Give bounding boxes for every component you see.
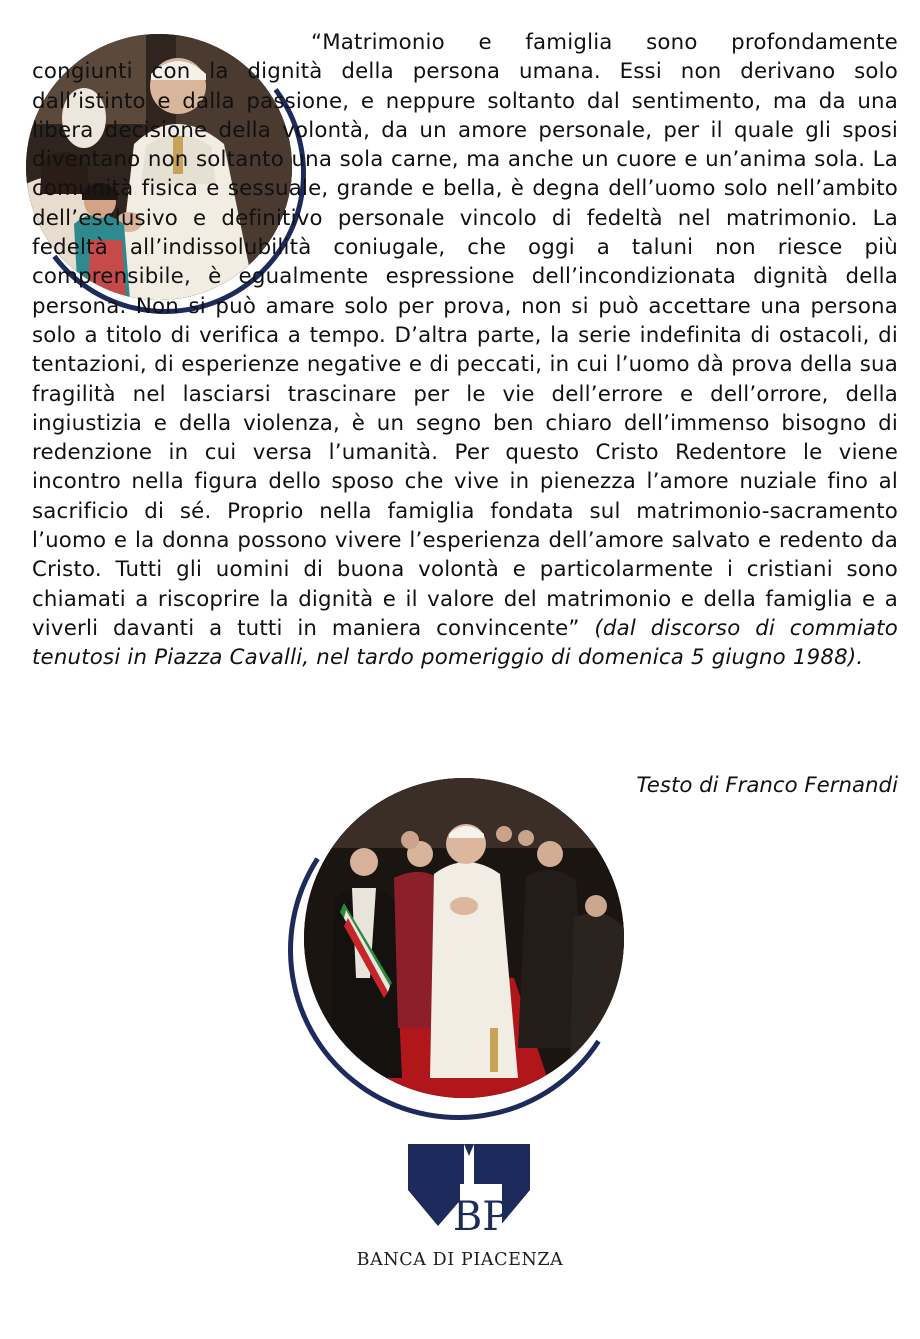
author-credit: Testo di Franco Fernandi <box>636 773 898 798</box>
pope-procession-illustration <box>304 778 624 1098</box>
quote-text <box>32 28 898 673</box>
bank-name: BANCA DI PIACENZA <box>356 1250 564 1270</box>
quote-body: “Matrimonio e famiglia sono profondamente congiunti con la dignità della persona umana. Essi non derivano solo dall’istinto e dalla passione, e neppure soltanto dal sentimento, ma da una libera decisione della volontà, da un amore personale, per il quale gli sposi diventano non soltanto una sola carne, ma anche un cuore e un’anima sola. La comunità fisica e sessuale, grande e bella, è degna dell’uomo solo nell’ambito dell’esclusivo e definitivo personale vincolo di fedeltà nel matrimonio. La fedeltà all’indissolubilità coniugale, che oggi a taluni non riesce più comprensibile, è egualmente espressione dell’incondizionata dignità della persona. Non si può amare solo per prova, non si può accettare una persona solo a titolo di verifica a tempo. D’altra parte, la serie indefinita di ostacoli, di tentazioni, di esperienze negative e di peccati, in cui l’uomo dà prova della sua fragilità nel lasciarsi trascinare per le vie dell’errore e dell’orrore, della ingiustizia e della violenza, è un segno ben chiaro dell’immenso bisogno di redenzione in cui versa l’umanità. Per questo Cristo Redentore le viene incontro nella figura dello sposo che vive in pienezza l’amore nuziale fino al sacrificio di sé. Proprio nella famiglia fondata sul matrimonio-sacramento l’uomo e la donna possono vivere l’esperienza dell’amore salvato e redento da Cristo. Tutti gli uomini di buona volontà e particolarmente i cristiani sono chiamati a riscoprire la dignità e il valore del matrimonio e della famiglia e a viverli davanti a tutti in maniera convincente” <box>32 30 898 641</box>
wrap-spacer <box>32 37 238 38</box>
bank-logo <box>404 1138 534 1248</box>
photo-bottom-image <box>304 778 624 1098</box>
bank-logo-icon <box>404 1138 534 1248</box>
photo-bottom <box>290 778 635 1123</box>
quote-source: (dal discorso di commiato tenutosi in Piazza Cavalli, nel tardo pomeriggio di domenica 5 giugno 1988). <box>32 615 898 671</box>
bank-logo-letters: BP <box>452 1194 510 1240</box>
